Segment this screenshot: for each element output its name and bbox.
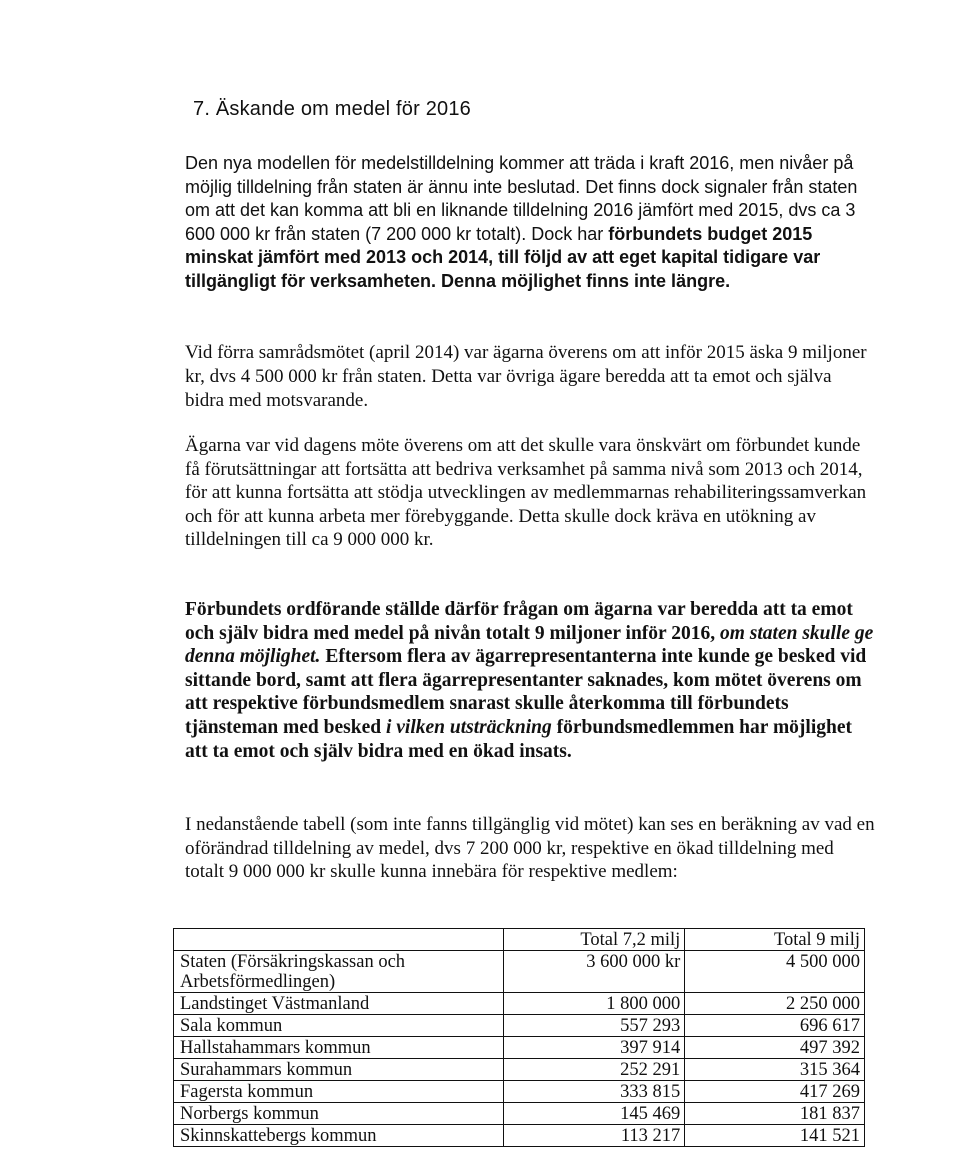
table-cell-value: 696 617 bbox=[685, 1015, 865, 1037]
table-cell-value: 2 250 000 bbox=[685, 993, 865, 1015]
table-cell-member: Hallstahammars kommun bbox=[174, 1037, 504, 1059]
table-cell-value: 397 914 bbox=[503, 1037, 685, 1059]
table-header-cell: Total 9 milj bbox=[685, 929, 865, 951]
paragraph-2: Vid förra samrådsmötet (april 2014) var ägarna överens om att inför 2015 äska 9 miljoner kr, dvs 4 500 000 kr från staten. Detta var övriga ägare beredda att ta emot och själva bidra med motsvarande. bbox=[185, 342, 867, 411]
table-header-cell bbox=[174, 929, 504, 951]
paragraph-5: I nedanstående tabell (som inte fanns tillgänglig vid mötet) kan ses en beräkning av vad en oförändrad tilldelning av medel, dvs 7 200 000 kr, respektive en ökad tilldelning med totalt 9 000 000 kr skulle kunna innebära för respektive medlem: bbox=[185, 814, 875, 882]
table-row bbox=[174, 1037, 865, 1059]
table-header-cell: Total 7,2 milj bbox=[503, 929, 685, 951]
table-cell-value: 1 800 000 bbox=[503, 993, 685, 1015]
table-cell-value: 4 500 000 bbox=[685, 951, 865, 993]
table-cell-value: 113 217 bbox=[503, 1125, 685, 1147]
table-cell-member: Staten (Försäkringskassan och Arbetsförmedlingen) bbox=[174, 951, 504, 993]
paragraph-4-b-italic: i vilken utsträckning bbox=[385, 716, 552, 738]
table-cell-value: 497 392 bbox=[685, 1037, 865, 1059]
paragraph-1 bbox=[185, 152, 875, 293]
paragraph-1-pre: Dock har bbox=[531, 223, 609, 244]
paragraph-3: Ägarna var vid dagens möte överens om att det skulle vara önskvärt om förbundet kunde få förutsättningar att fortsätta att bedriva verksamhet på samma nivå som 2013 och 2014, för att kunna fortsätta att stödja utvecklingen av medlemmarnas rehabiliteringssamverkan och för att kunna arbeta mer förebyggande. Detta skulle dock kräva en utökning av tilldelningen till ca 9 000 000 kr. bbox=[185, 435, 867, 551]
table-cell-value: 557 293 bbox=[503, 1015, 685, 1037]
table-cell-value: 252 291 bbox=[503, 1059, 685, 1081]
table-cell-value: 315 364 bbox=[685, 1059, 865, 1081]
paragraph-4 bbox=[185, 598, 875, 763]
table-cell-member: Landstinget Västmanland bbox=[174, 993, 504, 1015]
table-cell-value: 181 837 bbox=[685, 1103, 865, 1125]
paragraph-1-bold: förbundets budget 2015 minskat jämfört med 2013 och 2014, till följd av att eget kapital tidigare var tillgängligt för verksamheten. Denna möjlighet finns inte längre. bbox=[185, 223, 821, 291]
table-cell-value: 145 469 bbox=[503, 1103, 685, 1125]
table-cell-value: 3 600 000 kr bbox=[503, 951, 685, 993]
table-row bbox=[174, 1059, 865, 1081]
paragraph-4-a: Förbundets ordförande ställde därför frågan om ägarna var beredda att ta emot och själv bidra med medel på nivån totalt 9 miljoner inför 2016, bbox=[185, 599, 853, 644]
table-cell-member: Surahammars kommun bbox=[174, 1059, 504, 1081]
paragraph-4-a-italic: om staten skulle ge denna möjlighet. bbox=[185, 622, 874, 668]
table-row bbox=[174, 993, 865, 1015]
table-row bbox=[174, 1103, 865, 1125]
table-cell-value: 141 521 bbox=[685, 1125, 865, 1147]
table-cell-member: Norbergs kommun bbox=[174, 1103, 504, 1125]
table-row bbox=[174, 951, 865, 993]
section-heading: 7. Äskande om medel för 2016 bbox=[193, 98, 471, 120]
table-row bbox=[174, 1125, 865, 1147]
table-cell-value: 333 815 bbox=[503, 1081, 685, 1103]
table-row bbox=[174, 1081, 865, 1103]
table-cell-member: Sala kommun bbox=[174, 1015, 504, 1037]
allocation-table bbox=[173, 928, 865, 1147]
table-header-row bbox=[174, 929, 865, 951]
paragraph-1-text: Den nya modellen för medelstilldelning kommer att träda i kraft 2016, men nivåer på möjlig tilldelning från staten är ännu inte beslutad. Det finns dock signaler från staten om att det kan komma att bli en liknande tilldelning 2016 jämfört med 2015, dvs ca 3 600 000 kr från staten (7 200 000 kr totalt). bbox=[185, 153, 858, 244]
table-cell-value: 417 269 bbox=[685, 1081, 865, 1103]
table-cell-member: Fagersta kommun bbox=[174, 1081, 504, 1103]
paragraph-4-c: förbundsmedlemmen har möjlighet att ta emot och själv bidra med en ökad insats. bbox=[185, 716, 853, 762]
table-row bbox=[174, 1015, 865, 1037]
table-cell-member: Skinnskattebergs kommun bbox=[174, 1125, 504, 1147]
paragraph-4-b: Eftersom flera av ägarrepresentanterna inte kunde ge besked vid sittande bord, samt att flera ägarrepresentanter saknades, kom mötet överens om att respektive förbundsmedlem snarast skulle återkomma till förbundets tjänsteman med besked bbox=[185, 646, 867, 738]
